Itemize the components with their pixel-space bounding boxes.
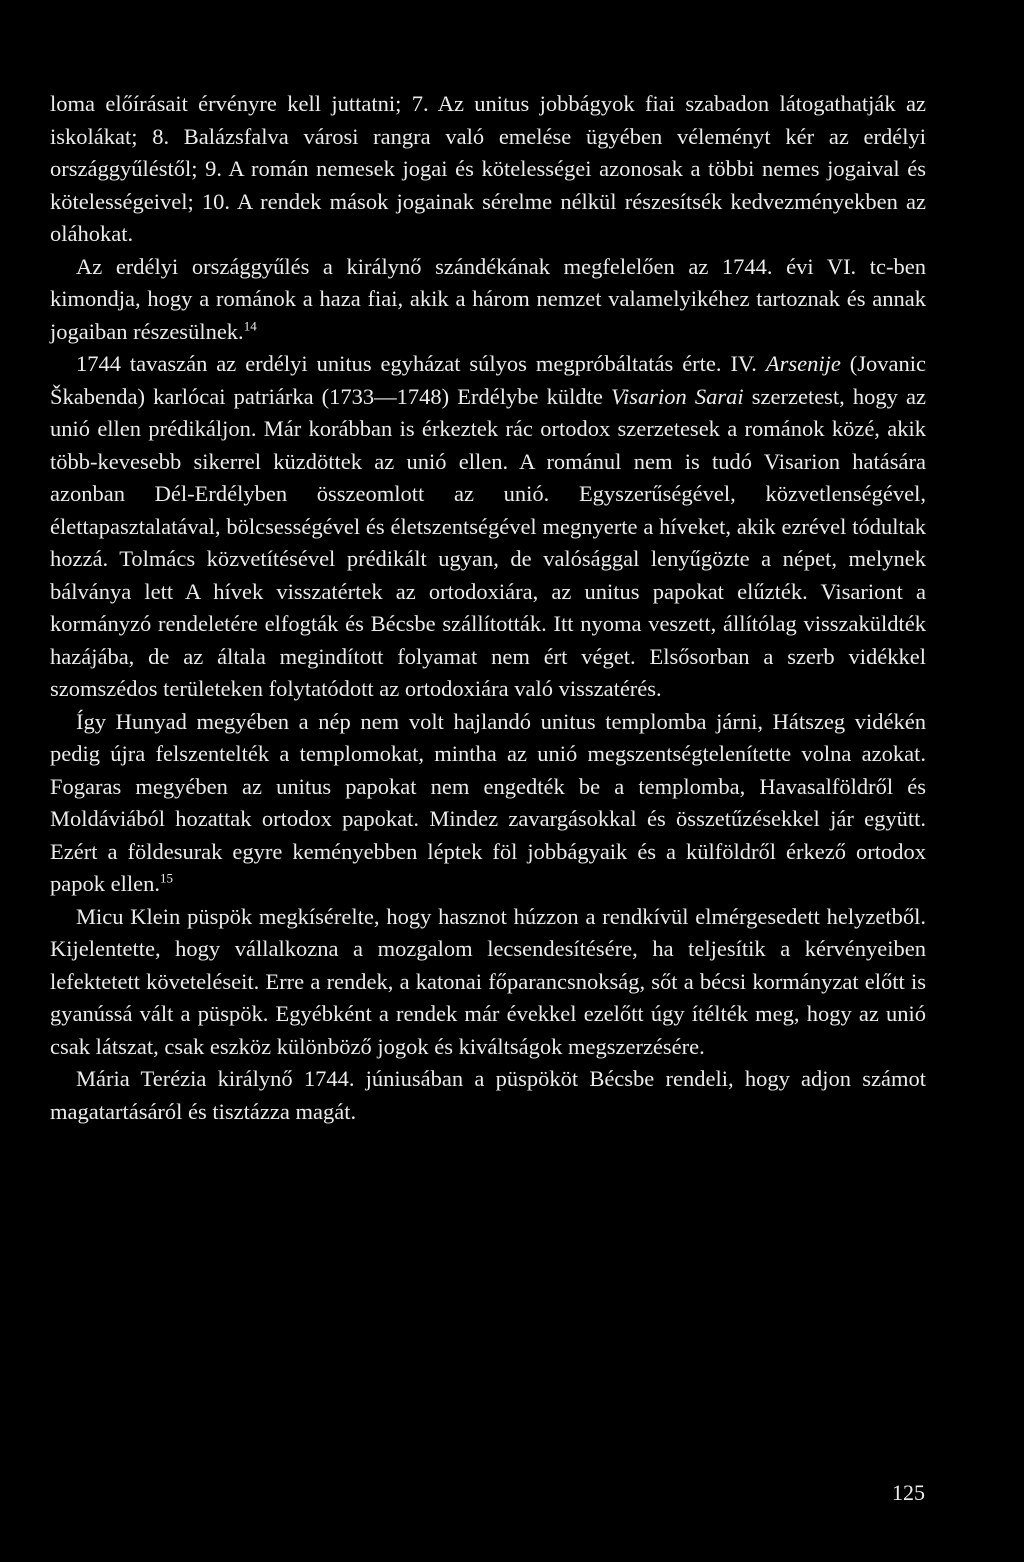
paragraph-3 [50,348,926,706]
paragraph-2-text: Az erdélyi országgyűlés a királynő szándékának megfelelően az 1744. évi VI. tc-ben kimondja, hogy a románok a haza fiai, akik a három nemzet valamelyikéhez tartoznak és annak jogaiban részesülnek. [50,253,926,344]
paragraph-1 [50,88,926,251]
footnote-marker-15: 15 [159,870,173,886]
paragraph-3-text-b: (Jovanic Škabenda) karlócai patriárka (1733—1748) Erdélybe küldte [50,351,926,409]
paragraph-6 [50,1063,926,1128]
paragraph-4-text: Így Hunyad megyében a nép nem volt hajlandó unitus templomba járni, Hátszeg vidékén pedig újra felszentelték a templomokat, mintha az unió megszentségtelenítette volna azokat. Fogaras megyében az unitus papokat nem engedték be a templomba, Havasalföldről és Moldáviából hozattak ortodox papokat. Mindez zavargásokkal és összetűzésekkel jár együtt. Ezért a földesurak egyre keményebben léptek föl jobbágyaik és a külföldről érkező ortodox papok ellen. [50,708,926,896]
paragraph-2 [50,251,926,349]
paragraph-4 [50,706,926,901]
paragraph-1-text: loma előírásait érvényre kell juttatni; 7. Az unitus jobbágyok fiai szabadon látogathatják az iskolákat; 8. Balázsfalva városi rangra való emelése ügyében véleményt kér az erdélyi országgyűléstől; 9. A román nemesek jogai és kötelességei azonosak a többi nemes jogaival és kötelességeivel; 10. A rendek mások jogainak sérelme nélkül részesítsék kedvezményekben az oláhokat. [50,91,926,246]
page-number: 125 [892,1480,925,1505]
paragraph-5-text: Micu Klein püspök megkísérelte, hogy hasznot húzzon a rendkívül elmérgesedett helyzetből. Kijelentette, hogy vállalkozna a mozgalom lecsendesítésére, ha teljesítik a kérvényeiben lefektetett követeléseit. Erre a rendek, a katonai főparancsnokság, sőt a bécsi kormányzat előtt is gyanússá vált a püspök. Egyébként a rendek már évekkel ezelőtt úgy ítélték meg, hogy az unió csak látszat, csak eszköz különböző jogok és kiváltságok megszerzésére. [50,903,926,1059]
footnote-marker-14: 14 [243,318,257,333]
body-text [50,88,926,1128]
paragraph-3-text-c: szerzetest, hogy az unió ellen prédikáljon. Már korábban is érkeztek rác ortodox szerzetesek a románok közé, akik több-kevesebb sikerrel küzdöttek az unió ellen. A románul nem is tudó Visarion hatására azonban Dél-Erdélyben összeomlott az unió. Egyszerűségével, közvetlenségével, élettapasztalatával, bölcsességével és életszentségével megnyerte a híveket, akik ezrével tódultak hozzá. Tolmács közvetítésével prédikált ugyan, de valósággal lenyűgözte a népet, melynek bálványa lett A hívek visszatértek az ortodoxiára, az unitus papokat elűzték. Visariont a kormányzó rendeletére elfogták és Bécsbe szállították. Itt nyoma veszett, állítólag visszaküldték hazájába, de az általa megindított folyamat nem ért véget. Elsősorban a szerb vidékkel szomszédos területeken folytatódott az ortodoxiára való visszatérés. [50,383,926,701]
person-name-arsenije: Arsenije [765,351,841,376]
person-name-visarion-sarai: Visarion Sarai [610,383,744,409]
paragraph-5 [50,901,926,1064]
paragraph-6-text: Mária Terézia királynő 1744. júniusában a püspököt Bécsbe rendeli, hogy adjon számot magatartásáról és tisztázza magát. [50,1066,926,1124]
paragraph-3-text-a: 1744 tavaszán az erdélyi unitus egyházat súlyos megpróbáltatás érte. IV. [76,351,766,376]
